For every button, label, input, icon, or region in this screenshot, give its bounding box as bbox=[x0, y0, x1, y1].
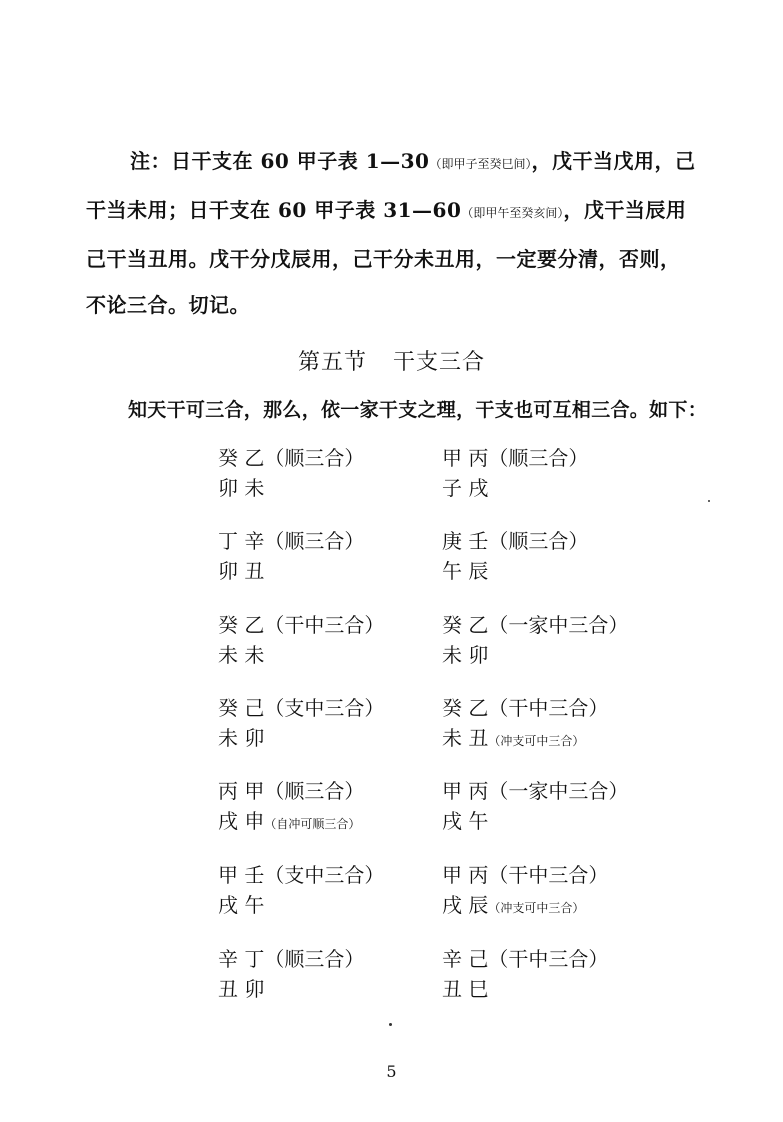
scan-speck bbox=[708, 500, 710, 502]
combo-item bbox=[218, 610, 384, 673]
combo-branches: 戌 辰 bbox=[442, 893, 489, 917]
combo-stems: 甲 丙 bbox=[442, 446, 489, 470]
combo-item bbox=[218, 526, 364, 589]
combo-branches: 未 未 bbox=[218, 643, 265, 667]
combo-type: （支中三合） bbox=[264, 696, 385, 720]
combo-type: （干中三合） bbox=[488, 863, 609, 887]
note-line-2-tail: ，戊干当辰用 bbox=[563, 198, 687, 222]
combo-stems: 癸 乙 bbox=[442, 613, 489, 637]
combo-item bbox=[218, 693, 384, 756]
note-line-4: 不论三合。切记。 bbox=[86, 293, 250, 317]
combo-branches: 戌 午 bbox=[218, 893, 265, 917]
section-title: 干支三合 bbox=[393, 350, 486, 375]
note-line-2-small: （即甲午至癸亥间） bbox=[461, 206, 564, 220]
note-line-3: 己干当丑用。戊干分戊辰用，己干分未丑用，一定要分清，否则， bbox=[86, 247, 681, 271]
note-line-1-lead: 注：日干支在 60 甲子表 1—30 bbox=[130, 149, 430, 173]
combo-note: （冲支可中三合） bbox=[488, 734, 585, 748]
combo-item bbox=[218, 443, 364, 506]
combo-item bbox=[442, 610, 628, 673]
combo-type: （顺三合） bbox=[488, 446, 589, 470]
combo-type: （顺三合） bbox=[264, 779, 365, 803]
combo-item bbox=[442, 776, 628, 839]
combo-item bbox=[218, 944, 364, 1007]
combo-note: （冲支可中三合） bbox=[488, 901, 585, 915]
combo-type: （一家中三合） bbox=[488, 779, 629, 803]
note-line-2 bbox=[86, 187, 726, 236]
combo-stems: 辛 丁 bbox=[218, 947, 265, 971]
combo-branches: 卯 丑 bbox=[218, 559, 265, 583]
combo-type: （支中三合） bbox=[264, 863, 385, 887]
combo-type: （干中三合） bbox=[488, 696, 609, 720]
combo-item bbox=[218, 860, 384, 923]
combo-branches: 未 卯 bbox=[218, 726, 265, 750]
combo-item bbox=[442, 526, 588, 589]
page-number: 5 bbox=[386, 1062, 397, 1081]
combo-stems: 甲 壬 bbox=[218, 863, 265, 887]
combo-stems: 甲 丙 bbox=[442, 863, 489, 887]
combo-item bbox=[442, 693, 608, 756]
note-line-1-small: （即甲子至癸巳间） bbox=[429, 157, 532, 171]
combo-stems: 癸 己 bbox=[218, 696, 265, 720]
combo-type: （顺三合） bbox=[264, 947, 365, 971]
combo-stems: 庚 壬 bbox=[442, 529, 489, 553]
combo-type: （一家中三合） bbox=[488, 613, 629, 637]
combo-branches: 午 辰 bbox=[442, 559, 489, 583]
note-paragraph bbox=[86, 138, 726, 328]
note-line-1-tail: ，戊干当戊用，己 bbox=[531, 149, 696, 173]
combo-branches: 戌 申 bbox=[218, 809, 265, 833]
combo-item bbox=[442, 944, 608, 1007]
combo-type: （干中三合） bbox=[488, 947, 609, 971]
combo-branches: 卯 未 bbox=[218, 476, 265, 500]
combo-stems: 辛 己 bbox=[442, 947, 489, 971]
combo-branches: 子 戌 bbox=[442, 476, 489, 500]
combo-stems: 甲 丙 bbox=[442, 779, 489, 803]
note-line-2-lead: 干当未用；日干支在 60 甲子表 31—60 bbox=[86, 198, 462, 222]
combo-branches: 未 丑 bbox=[442, 726, 489, 750]
combo-stems: 丙 甲 bbox=[218, 779, 265, 803]
section-number: 第五节 bbox=[297, 350, 367, 375]
combo-branches: 丑 卯 bbox=[218, 977, 265, 1001]
combo-type: （顺三合） bbox=[264, 529, 365, 553]
combo-type: （干中三合） bbox=[264, 613, 385, 637]
combo-item bbox=[442, 443, 588, 506]
combo-item bbox=[218, 776, 364, 839]
combo-type: （顺三合） bbox=[488, 529, 589, 553]
note-line-1 bbox=[86, 138, 726, 187]
combo-stems: 癸 乙 bbox=[218, 446, 265, 470]
combo-branches: 戌 午 bbox=[442, 809, 489, 833]
combo-stems: 癸 乙 bbox=[218, 613, 265, 637]
scan-speck bbox=[389, 1023, 392, 1026]
intro-text: 知天干可三合，那么，依一家干支之理，干支也可互相三合。如下： bbox=[128, 399, 708, 421]
combo-branches: 未 卯 bbox=[442, 643, 489, 667]
combo-type: （顺三合） bbox=[264, 446, 365, 470]
combo-branches: 丑 巳 bbox=[442, 977, 489, 1001]
section-heading bbox=[0, 345, 783, 376]
combo-stems: 癸 乙 bbox=[442, 696, 489, 720]
combo-note: （自冲可顺三合） bbox=[264, 817, 361, 831]
combo-stems: 丁 辛 bbox=[218, 529, 265, 553]
combo-item bbox=[442, 860, 608, 923]
